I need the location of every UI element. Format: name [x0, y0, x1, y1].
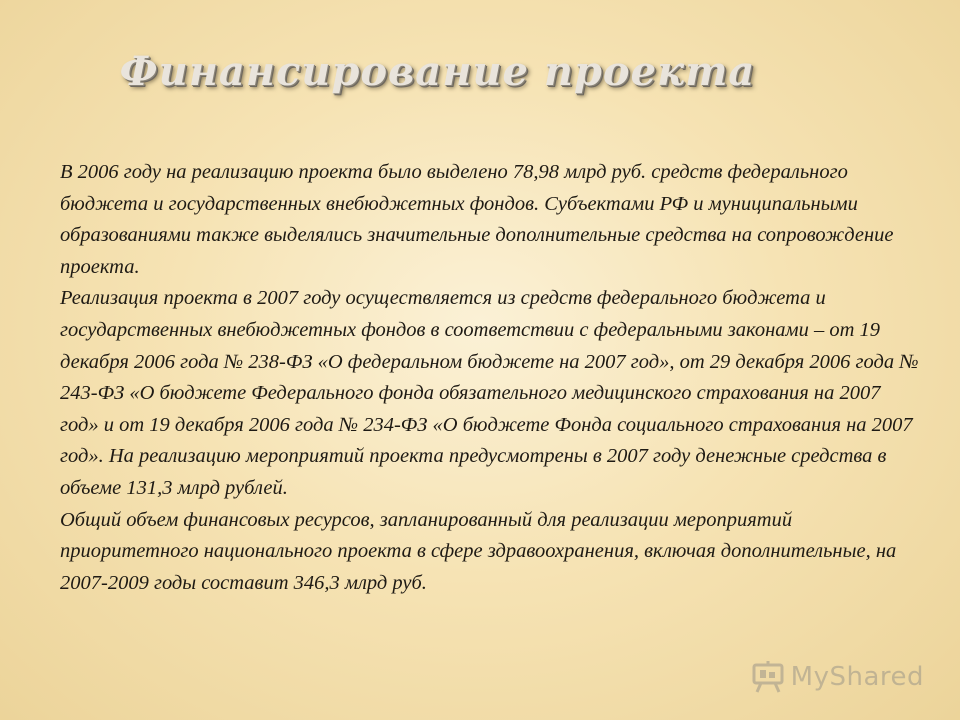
paragraph-2007-funding: Реализация проекта в 2007 году осуществляется из средств федерального бюджета и государственных внебюджетных фондов в соответствии с федеральными законами – от 19 декабря 2006 года № 238-ФЗ «О федеральном бюджете на 2007 год», от 29 декабря 2006 года № 243-ФЗ «О бюджете Федерального фонда обязательного медицинского страхования на 2007 год» и от 19 декабря 2006 года № 234-ФЗ «О бюджете Фонда социального страхования на 2007 год». На реализацию мероприятий проекта предусмотрены в 2007 году денежные средства в объеме 131,3 млрд рублей.	[60, 287, 919, 499]
watermark-text: MyShared	[790, 662, 924, 692]
slide-title: Финансирование проекта	[119, 48, 756, 95]
slide-body	[60, 157, 920, 599]
watermark-logo	[751, 660, 924, 694]
presentation-board-icon	[751, 660, 785, 694]
paragraph-2006-funding: В 2006 году на реализацию проекта было выделено 78,98 млрд руб. средств федерального бюджета и государственных внебюджетных фондов. Субъектами РФ и муниципальными образованиями также выделялись значительные дополнительные средства на сопровождение проекта.	[60, 161, 894, 278]
paragraph-total-funding: Общий объем финансовых ресурсов, запланированный для реализации мероприятий приоритетного национального проекта в сфере здравоохранения, включая дополнительные, на 2007-2009 годы составит 346,3 млрд руб.	[60, 508, 897, 594]
